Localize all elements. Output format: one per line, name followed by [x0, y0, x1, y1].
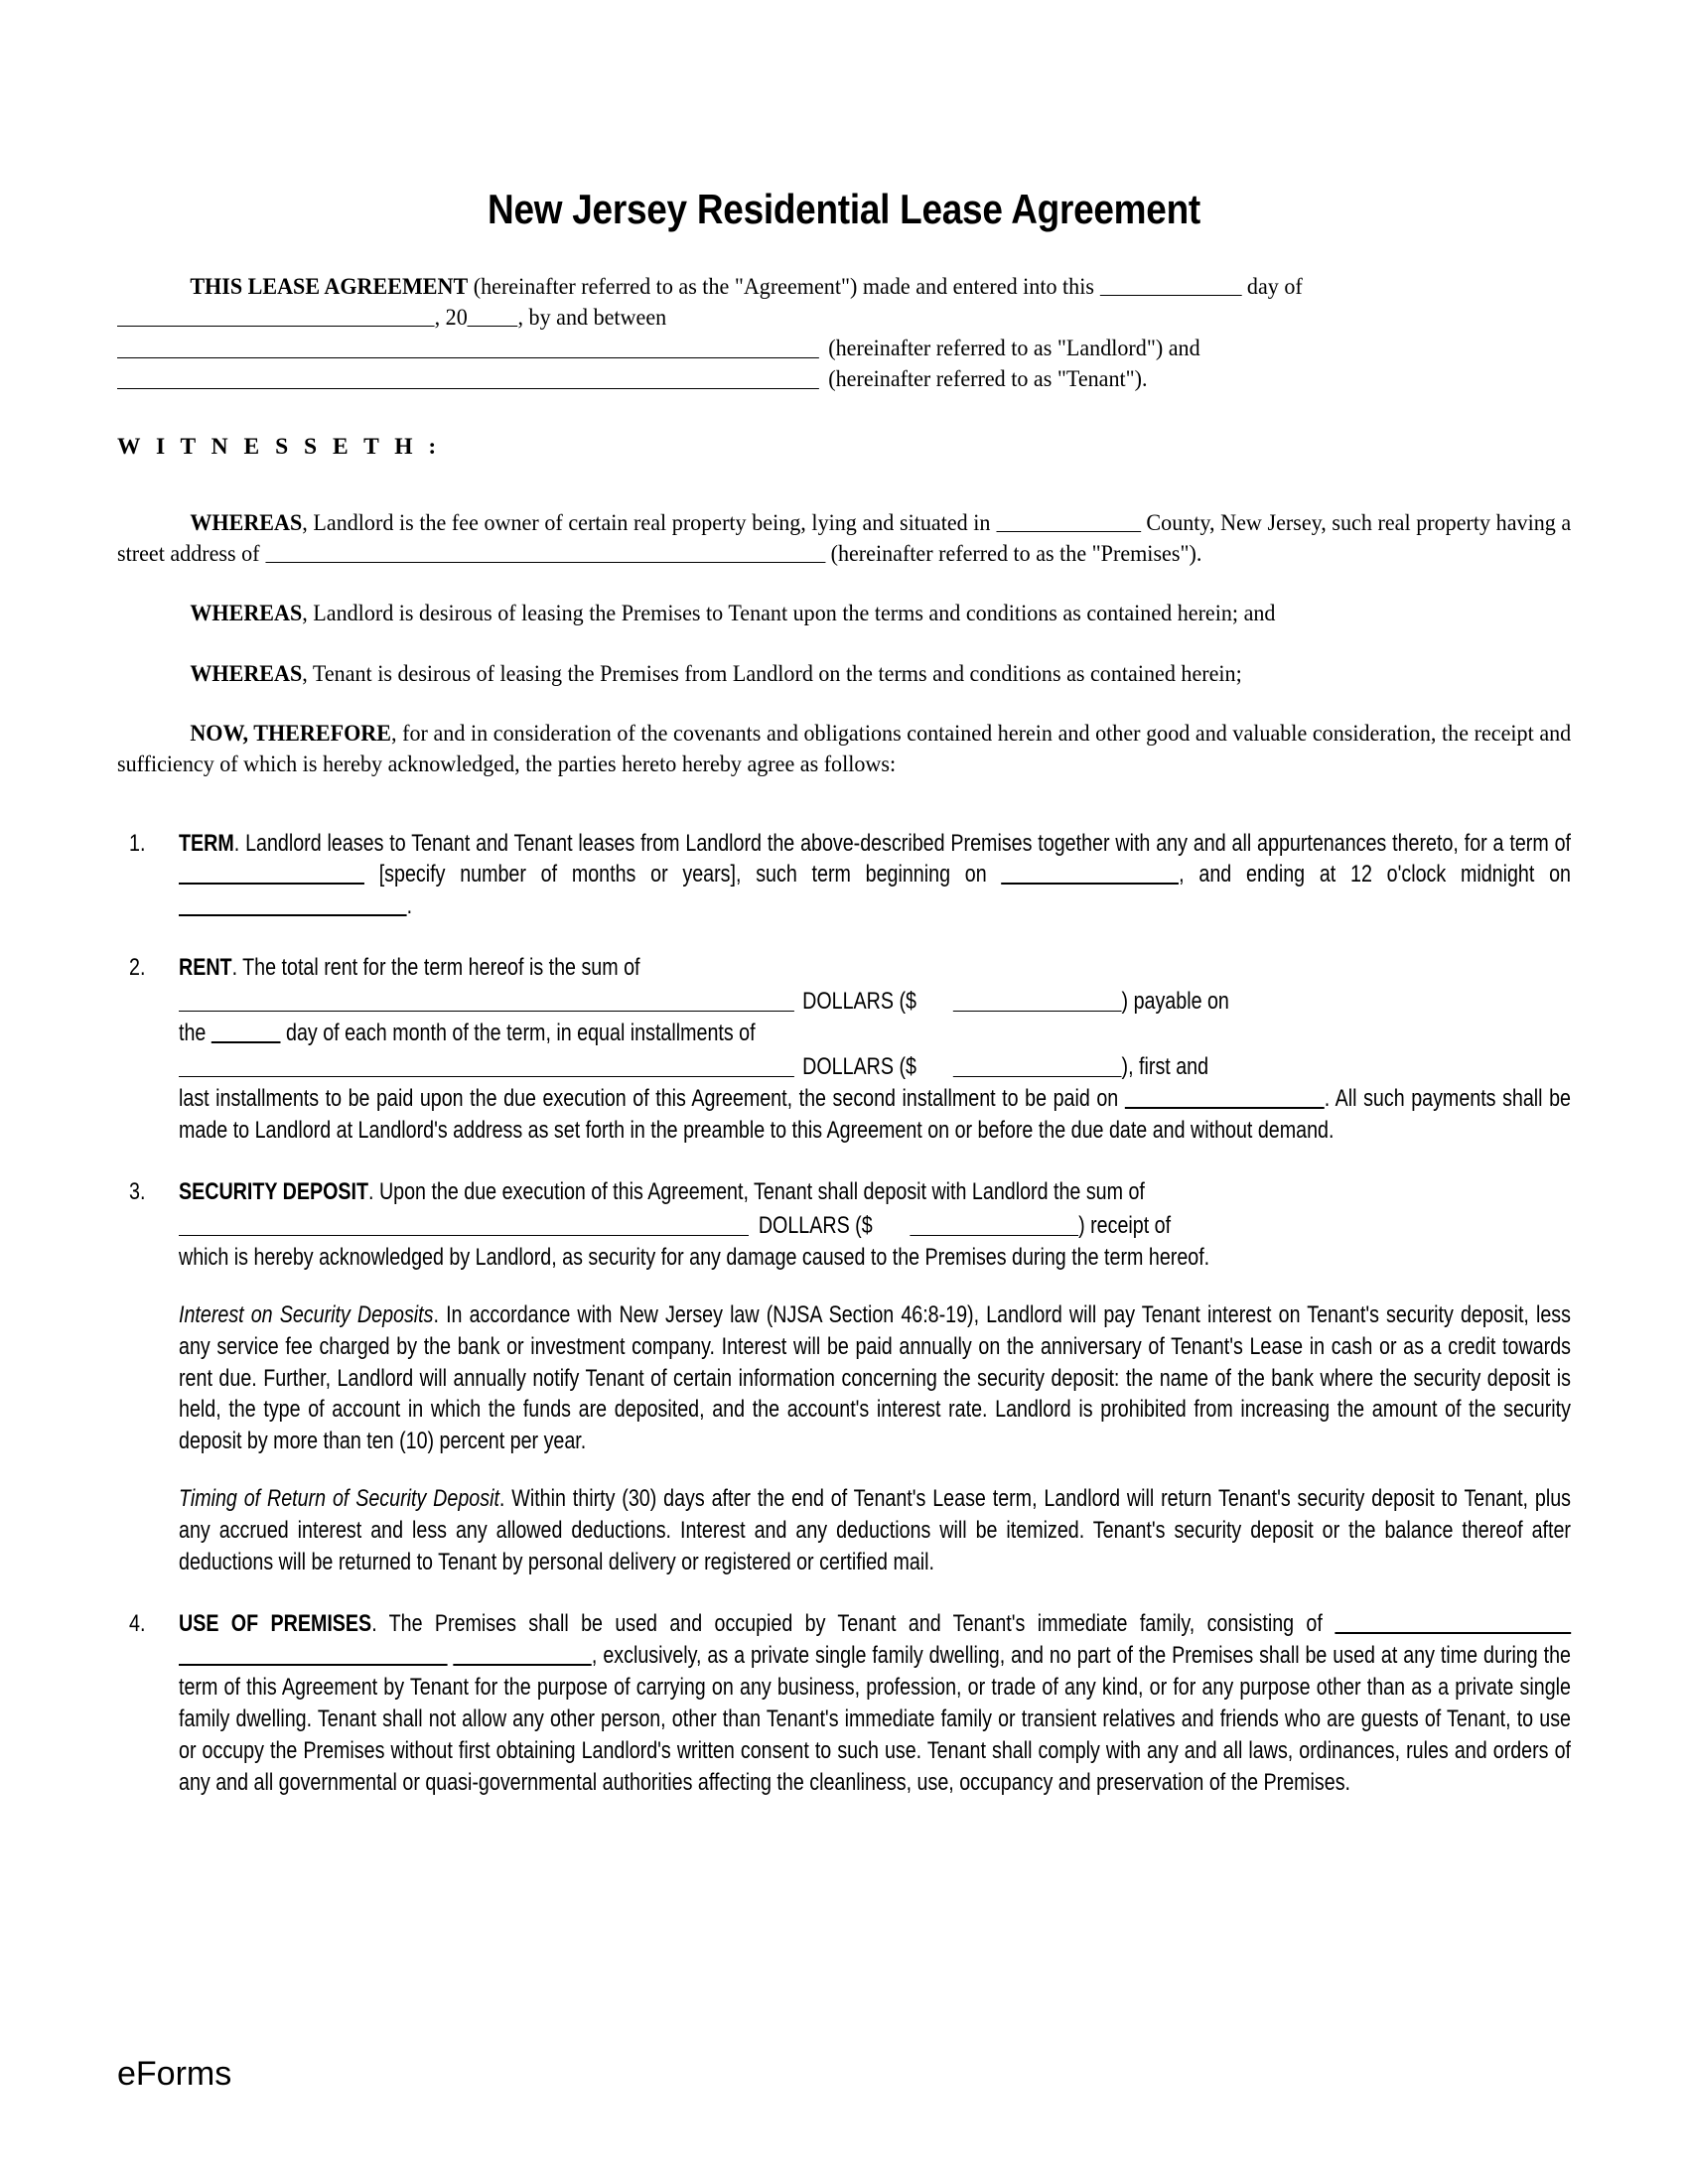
- clause-term-body-4: .: [406, 892, 413, 920]
- spacer: [179, 1274, 1571, 1299]
- rent-dollars-tail-1: ) payable on: [1121, 988, 1229, 1016]
- tenant-name-blank[interactable]: [117, 388, 819, 389]
- now-therefore-bold: NOW, THEREFORE: [190, 721, 391, 748]
- whereas-3-text: , Tenant is desirous of leasing the Premises from Landlord on the terms and conditions as contained herein;: [302, 660, 1242, 687]
- deposit-amount-row: [179, 1208, 1571, 1242]
- clause-use-heading: USE OF PREMISES: [179, 1609, 372, 1637]
- term-end-blank[interactable]: [179, 914, 407, 916]
- clause-rent: [117, 952, 1571, 1147]
- clause-security-deposit: [117, 1176, 1571, 1578]
- clause-number: 1.: [129, 829, 146, 857]
- clause-term-body-2: [specify number of months or years], such term beginning on: [363, 861, 1002, 888]
- preamble-day-blank[interactable]: [1099, 295, 1241, 296]
- deposit-interest-paragraph: [179, 1299, 1571, 1458]
- spacer: [117, 569, 1571, 599]
- street-address-blank[interactable]: [265, 562, 825, 563]
- preamble-year-prefix: , 20: [434, 304, 468, 331]
- clause-rent-body-4: last installments to be paid upon the due execution of this Agreement, the second installment to be paid on: [179, 1085, 1125, 1113]
- whereas-1-bold: WHEREAS: [190, 510, 303, 537]
- rent-installment-numeric-blank[interactable]: [953, 1076, 1122, 1077]
- clause-term-paragraph: [179, 828, 1571, 923]
- spacer: [179, 1457, 1571, 1483]
- clause-term-text: [179, 828, 1571, 923]
- deposit-return-heading: Timing of Return of Security Deposit: [179, 1485, 499, 1513]
- clause-number: 3.: [129, 1177, 146, 1205]
- clause-deposit-heading: SECURITY DEPOSIT: [179, 1177, 369, 1205]
- term-start-blank[interactable]: [1001, 883, 1179, 885]
- now-therefore-paragraph: [117, 719, 1571, 779]
- landlord-tag-label: (hereinafter referred to as "Landlord") and: [828, 335, 1200, 361]
- whereas-1-block: [117, 508, 1571, 569]
- deposit-amount-numeric-blank[interactable]: [910, 1235, 1078, 1236]
- whereas-2-bold: WHEREAS: [190, 601, 303, 627]
- occupant-blank-3[interactable]: [454, 1664, 592, 1666]
- spacer: [117, 469, 1571, 508]
- rent-second-installment-date-blank[interactable]: [1125, 1107, 1325, 1109]
- whereas-3-bold: WHEREAS: [190, 660, 303, 687]
- clause-deposit-body-1: . Upon the due execution of this Agreement, Tenant shall deposit with Landlord the sum of: [368, 1177, 1145, 1205]
- clause-number: 2.: [129, 954, 146, 982]
- clause-rent-body-2: the: [179, 1020, 211, 1047]
- clause-list: [117, 828, 1571, 1799]
- term-length-blank[interactable]: [179, 883, 364, 885]
- spacer: [117, 922, 1571, 952]
- tenant-name-row: [117, 363, 1571, 394]
- spacer: [117, 629, 1571, 659]
- whereas-1-text-c: (hereinafter referred to as the "Premises").: [825, 540, 1202, 567]
- clause-deposit-line-2: which is hereby acknowledged by Landlord, as security for any damage caused to the Premises during the term hereof.: [179, 1243, 1210, 1271]
- occupant-blank-1[interactable]: [1335, 1632, 1571, 1634]
- clause-term-body-3: , and ending at 12 o'clock midnight on: [1179, 861, 1571, 888]
- clause-rent-body-1: . The total rent for the term hereof is the sum of: [231, 954, 640, 982]
- rent-dollars-tail-2: ), first and: [1121, 1053, 1209, 1081]
- preamble-line1-tail: day of: [1241, 274, 1303, 301]
- preamble-month-blank[interactable]: [117, 326, 435, 327]
- spacer: [117, 689, 1571, 719]
- preamble-year-blank[interactable]: [468, 326, 518, 327]
- spacer: [117, 780, 1571, 828]
- landlord-name-row: [117, 333, 1571, 363]
- clause-use-body-1: . The Premises shall be used and occupied by Tenant and Tenant's immediate family, consisting of: [371, 1609, 1336, 1637]
- clause-rent-line-2: [179, 1018, 1571, 1049]
- whereas-2-paragraph: [117, 599, 1571, 629]
- spacer: [117, 1147, 1571, 1176]
- clause-security-deposit-text: [179, 1176, 1571, 1578]
- rent-total-numeric-blank[interactable]: [953, 1011, 1122, 1012]
- clause-rent-body-5: . All such payments shall be made to Landlord at Landlord's address as set forth in the preamble to this Agreement on or before the due date and without demand.: [179, 1085, 1571, 1144]
- clause-deposit-line-1: [179, 1176, 1571, 1208]
- whereas-1-text-a: , Landlord is the fee owner of certain real property being, lying and situated in: [302, 510, 997, 537]
- clause-term-body-1: . Landlord leases to Tenant and Tenant leases from Landlord the above-described Premises together with any and all appurtenances thereto, for a term of: [233, 829, 1571, 857]
- clause-rent-line-1: [179, 952, 1571, 984]
- deposit-return-body: . Within thirty (30) days after the end of Tenant's Lease term, Landlord will return Tenant's security deposit to Tenant, plus any accrued interest and less any allowed deductions. Interest and any deductions will be itemized. Tenant's security deposit or the balance thereof after deductions will be returned to Tenant by personal delivery or registered or certified mail.: [179, 1485, 1571, 1576]
- rent-installment-amount-blank[interactable]: [179, 1076, 794, 1077]
- whereas-1-text-b: County, New Jersey, such real property having a street address of: [117, 510, 1572, 567]
- deposit-return-paragraph: [179, 1483, 1571, 1578]
- whereas-1-paragraph: [117, 508, 1571, 569]
- rent-dollars-label-1: DOLLARS ($: [802, 988, 916, 1016]
- clause-rent-body-3: day of each month of the term, in equal installments of: [280, 1020, 756, 1047]
- rent-total-amount-blank[interactable]: [179, 1011, 794, 1012]
- rent-total-row: [179, 984, 1571, 1018]
- whereas-2-text: , Landlord is desirous of leasing the Premises to Tenant upon the terms and conditions as contained herein; and: [302, 601, 1276, 627]
- deposit-interest-body: . In accordance with New Jersey law (NJSA Section 46:8-19), Landlord will pay Tenant interest on Tenant's security deposit, less any service fee charged by the bank or investment company. Interest will be paid annually on the anniversary of Tenant's Lease in cash or as a credit towards rent due. Further, Landlord will annually notify Tenant of certain information concerning the security deposit: the name of the bank where the security deposit is held, the type of account in which the funds are deposited, and the account's interest rate. Landlord is prohibited from increasing the amount of the security deposit by more than ten (10) percent per year.: [179, 1300, 1571, 1455]
- clause-use-paragraph: [179, 1608, 1571, 1798]
- clause-use-body-2: , exclusively, as a private single family dwelling, and no part of the Premises shall be used at any time during the term of this Agreement by Tenant for the purpose of carrying on any business, profession, or trade of any kind, or for any purpose other than as a private single family dwelling. Tenant shall not allow any other person, other than Tenant's immediate family or transient relatives and friends who are guests of Tenant, to use or occupy the Premises without first obtaining Landlord's written consent to such use. Tenant shall comply with any and all laws, ordinances, rules and orders of any and all governmental or quasi-governmental authorities affecting the cleanliness, use, occupancy and preservation of the Premises.: [179, 1641, 1571, 1796]
- page-title: New Jersey Residential Lease Agreement: [488, 186, 1200, 232]
- spacer: [117, 232, 1571, 272]
- clause-number: 4.: [129, 1609, 146, 1637]
- eforms-logo: eForms: [117, 2055, 232, 2093]
- clause-use-of-premises: [117, 1608, 1571, 1798]
- deposit-dollars-tail: ) receipt of: [1078, 1211, 1172, 1239]
- occupant-blank-2[interactable]: [179, 1664, 448, 1666]
- whereas-3-block: [117, 659, 1571, 690]
- now-therefore-text: , for and in consideration of the covenants and obligations contained herein and other good and valuable consideration, the receipt and sufficiency of which is hereby acknowledged, the parties hereto hereby agree as follows:: [117, 721, 1572, 778]
- deposit-amount-words-blank[interactable]: [179, 1235, 749, 1236]
- preamble-line-2: [117, 303, 1571, 334]
- spacer: [117, 1578, 1571, 1608]
- preamble-lead-bold: THIS LEASE AGREEMENT: [190, 274, 469, 301]
- clause-rent-text: [179, 952, 1571, 1147]
- document-content: [117, 0, 1571, 1798]
- deposit-interest-heading: Interest on Security Deposits: [179, 1300, 434, 1328]
- clause-term-heading: TERM: [179, 829, 234, 857]
- clause-term: [117, 828, 1571, 923]
- preamble-line1-text: (hereinafter referred to as the "Agreement") made and entered into this: [468, 274, 1100, 301]
- tenant-tag-label: (hereinafter referred to as "Tenant").: [828, 365, 1148, 392]
- landlord-name-blank[interactable]: [117, 357, 819, 358]
- preamble-line2-tail: , by and between: [517, 304, 667, 331]
- rent-installment-row: [179, 1049, 1571, 1083]
- preamble-line-1: [117, 272, 1571, 303]
- rent-dollars-label-2: DOLLARS ($: [802, 1053, 916, 1081]
- whereas-2-block: [117, 599, 1571, 629]
- county-blank[interactable]: [996, 531, 1141, 532]
- rent-due-day-blank[interactable]: [211, 1041, 281, 1043]
- witnesseth-heading: W I T N E S S E T H :: [117, 434, 442, 461]
- clause-rent-line-3: [179, 1083, 1571, 1147]
- clause-rent-heading: RENT: [179, 954, 232, 982]
- deposit-dollars-label: DOLLARS ($: [758, 1211, 873, 1239]
- clause-use-of-premises-text: [179, 1608, 1571, 1798]
- preamble-block: [117, 272, 1571, 394]
- whereas-3-paragraph: [117, 659, 1571, 690]
- now-therefore-block: [117, 719, 1571, 779]
